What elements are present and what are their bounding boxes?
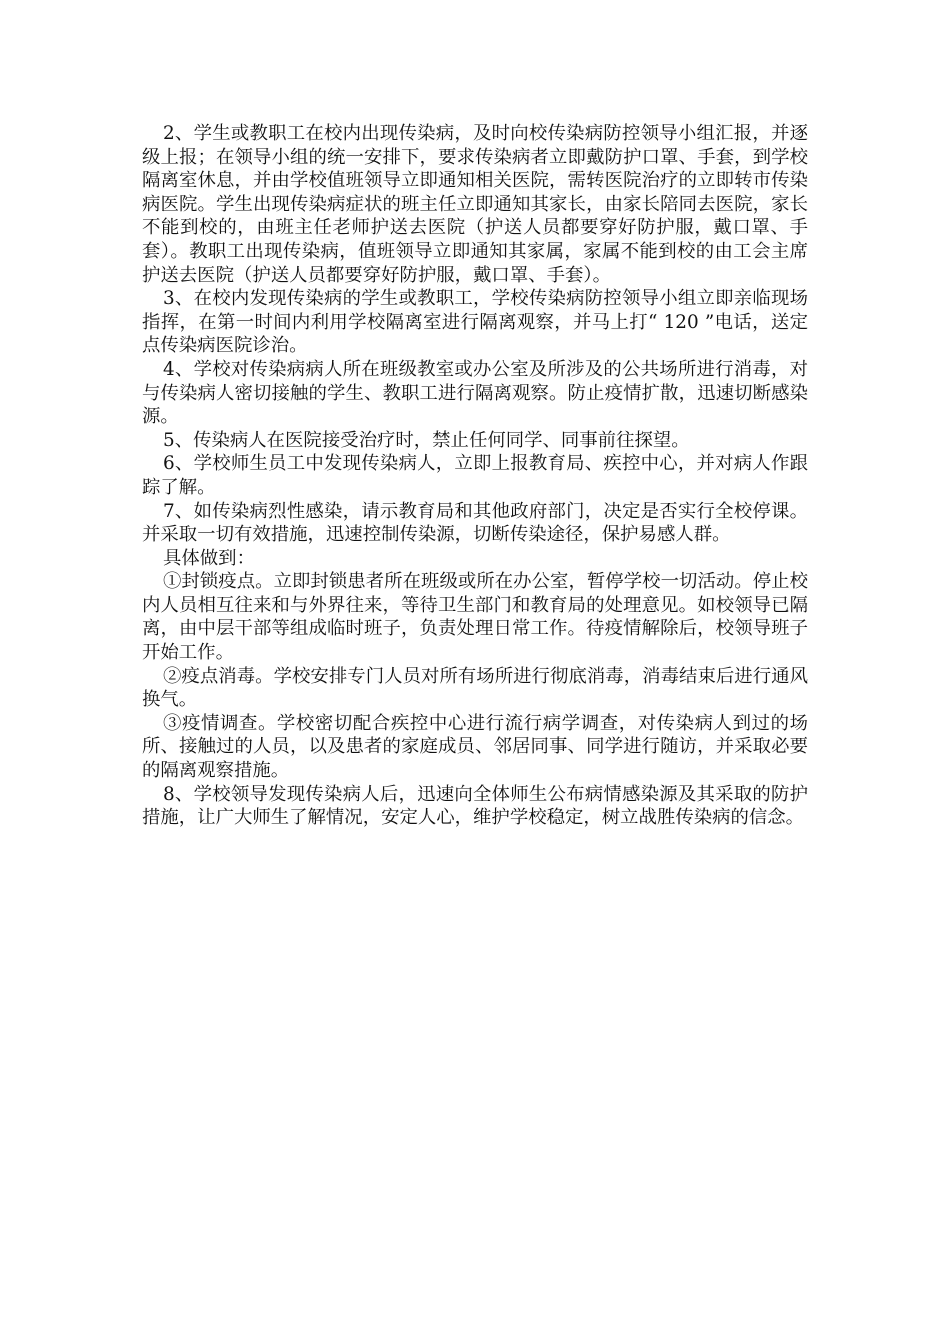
paragraph-item-6: 6、学校师生员工中发现传染病人，立即上报教育局、疾控中心，并对病人作跟踪了解。: [142, 453, 808, 498]
paragraph-item-3: 3、在校内发现传染病的学生或教职工，学校传染病防控领导小组立即亲临现场指挥，在第一时间内利用学校隔离室进行隔离观察，并马上打“ 120 ”电话，送定点传染病医院诊治。: [142, 288, 808, 357]
paragraph-item-5: 5、传染病人在医院接受治疗时，禁止任何同学、同事前往探望。: [163, 429, 690, 451]
paragraph-measure-2: ②疫点消毒。学校安排专门人员对所有场所进行彻底消毒，消毒结束后进行通风换气。: [142, 665, 808, 711]
document-body: [142, 122, 808, 830]
paragraph-measure-1: ①封锁疫点。立即封锁患者所在班级或所在办公室，暂停学校一切活动。停止校内人员相互往来和与外界往来，等待卫生部门和教育局的处理意见。如校领导已隔离，由中层干部等组成临时班子，负责处理日常工作。待疫情解除后，校领导班子开始工作。: [142, 571, 808, 664]
paragraph-item-8: 8、学校领导发现传染病人后，迅速向全体师生公布病情感染源及其采取的防护措施，让广大师生了解情况，安定人心，维护学校稳定，树立战胜传染病的信念。: [142, 783, 808, 829]
paragraph-measure-3: ③疫情调查。学校密切配合疾控中心进行流行病学调查，对传染病人到过的场所、接触过的人员，以及患者的家庭成员、邻居同事、同学进行随访，并采取必要的隔离观察措施。: [142, 712, 808, 782]
paragraph-item-4: 4、学校对传染病病人所在班级教室或办公室及所涉及的公共场所进行消毒，对与传染病人密切接触的学生、教职工进行隔离观察。防止疫情扩散，迅速切断感染源。: [142, 358, 808, 428]
paragraph-specifics-heading: 具体做到：: [163, 547, 255, 569]
paragraph-item-7: 7、如传染病烈性感染，请示教育局和其他政府部门，决定是否实行全校停课。并采取一切有效措施，迅速控制传染源，切断传染途径，保护易感人群。: [142, 500, 808, 546]
paragraph-item-2: 2、学生或教职工在校内出现传染病，及时向校传染病防控领导小组汇报，并逐级上报；在领导小组的统一安排下，要求传染病者立即戴防护口罩、手套，到学校隔离室休息，并由学校值班领导立即通知相关医院，需转医院治疗的立即转市传染病医院。学生出现传染病症状的班主任立即通知其家长，由家长陪同去医院，家长不能到校的，由班主任老师护送去医院（护送人员都要穿好防护服，戴口罩、手套）。教职工出现传染病，值班领导立即通知其家属，家属不能到校的由工会主席护送去医院（护送人员都要穿好防护服，戴口罩、手套）。: [142, 123, 808, 286]
